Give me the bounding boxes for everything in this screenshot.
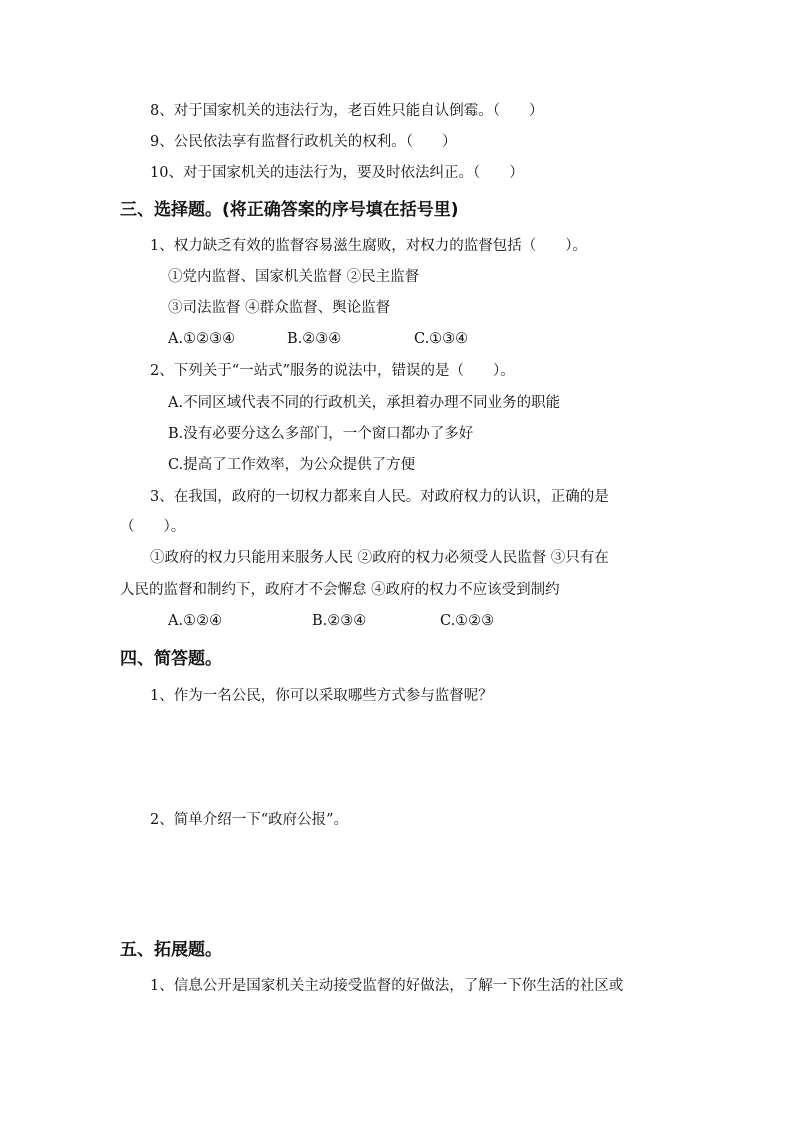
choice-q3-opt-b: B.②③④	[312, 613, 367, 629]
section-heading-extension: 五、拓展题。	[120, 940, 222, 960]
short-q2: 2、简单介绍一下“政府公报”。	[150, 812, 349, 828]
tf-q10: 10、对于国家机关的违法行为，要及时依法纠正。（ ）	[150, 165, 524, 181]
choice-q3-stem-line2: （ ）。	[120, 519, 186, 535]
choice-q2-opt-a: A.不同区域代表不同的行政机关，承担着办理不同业务的职能	[168, 395, 561, 411]
choice-q1-stem: 1、权力缺乏有效的监督容易滋生腐败，对权力的监督包括（ ）。	[150, 238, 587, 254]
choice-q3-items-line2: 人民的监督和制约下，政府才不会懈怠 ④政府的权力不应该受到制约	[120, 582, 560, 598]
choice-q3-items-line1: ①政府的权力只能用来服务人民 ②政府的权力必须受人民监督 ③只有在	[150, 550, 609, 566]
choice-q1-opt-c: C.①③④	[414, 331, 469, 347]
choice-q3-stem-line1: 3、在我国，政府的一切权力都来自人民。对政府权力的认识，正确的是	[150, 489, 609, 505]
choice-q1-item2: ③司法监督 ④群众监督、舆论监督	[168, 300, 391, 316]
section-heading-short-answer: 四、简答题。	[120, 649, 222, 669]
choice-q2-opt-b: B.没有必要分这么多部门，一个窗口都办了多好	[168, 426, 474, 442]
section-heading-choice: 三、选择题。(将正确答案的序号填在括号里)	[120, 200, 459, 220]
choice-q1-item1: ①党内监督、国家机关监督 ②民主监督	[168, 269, 420, 285]
tf-q9: 9、公民依法享有监督行政机关的权利。（ ）	[150, 134, 457, 150]
short-q1: 1、作为一名公民，你可以采取哪些方式参与监督呢？	[150, 688, 493, 704]
tf-q8: 8、对于国家机关的违法行为，老百姓只能自认倒霉。（ ）	[150, 103, 544, 119]
choice-q3-opt-c: C.①②③	[440, 613, 495, 629]
choice-q2-opt-c: C.提高了工作效率，为公众提供了方便	[168, 457, 416, 473]
choice-q1-opt-a: A.①②③④	[168, 331, 236, 347]
choice-q2-stem: 2、下列关于“一站式”服务的说法中，错误的是（ ）。	[150, 363, 515, 379]
extend-q1: 1、信息公开是国家机关主动接受监督的好做法，了解一下你生活的社区或	[150, 978, 624, 994]
choice-q1-opt-b: B.②③④	[287, 331, 342, 347]
choice-q3-opt-a: A.①②④	[168, 613, 223, 629]
